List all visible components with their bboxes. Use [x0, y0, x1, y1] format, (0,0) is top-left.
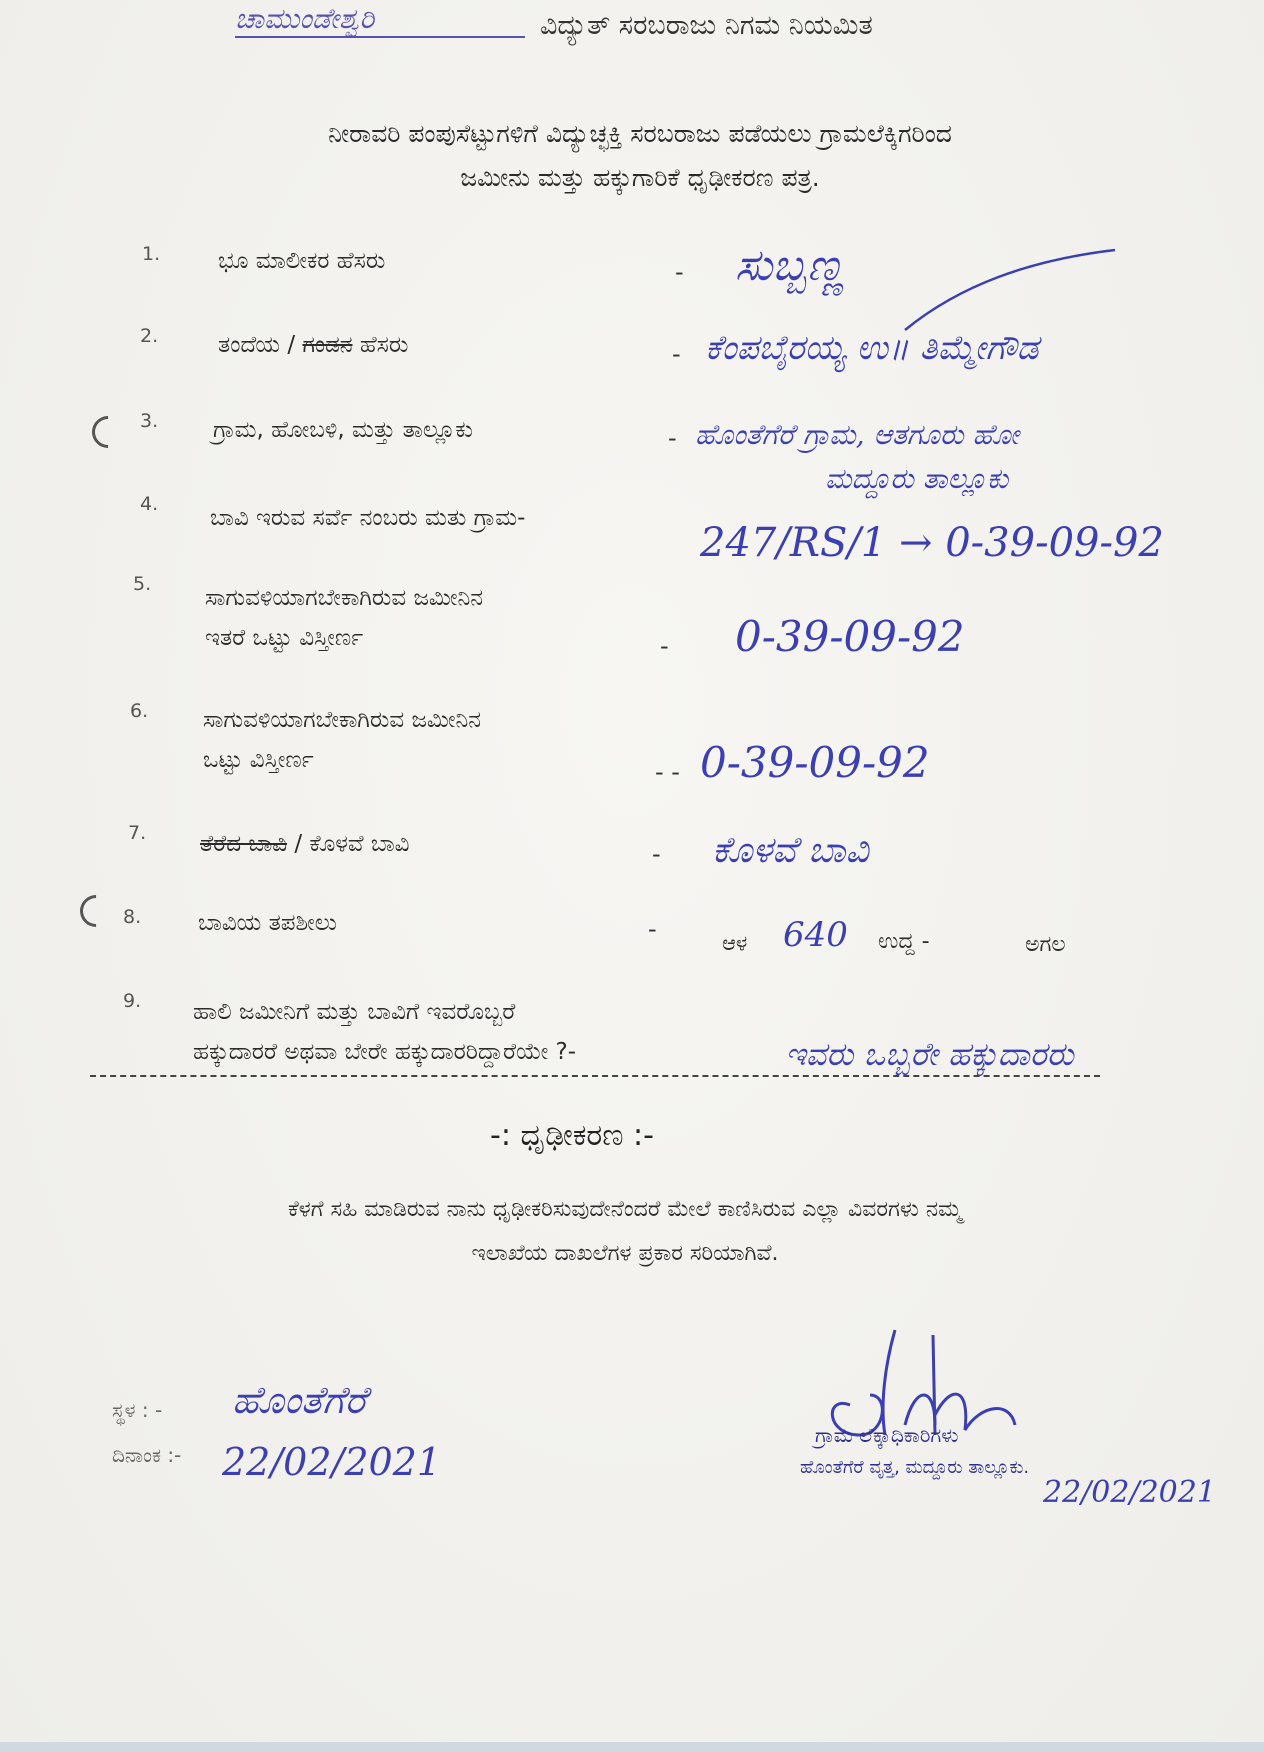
item-number: 3.: [140, 410, 159, 432]
owner-name-value: ಸುಬ್ಬಣ್ಣ: [735, 240, 845, 291]
punch-hole-mark: [85, 409, 130, 454]
place-value: ಹೊಂತೆಗೆರೆ: [232, 1378, 367, 1422]
pen-stroke: [900, 245, 1120, 335]
depth-value: 640: [783, 915, 848, 955]
section-divider: [90, 1075, 1100, 1077]
field-dash: -: [660, 632, 669, 660]
place-label: ಸ್ಥಳ : -: [112, 1398, 163, 1422]
width-label: ಅಗಲ: [1025, 932, 1066, 957]
item-number: 4.: [140, 493, 159, 515]
length-label: ಉದ್ದ -: [878, 929, 930, 954]
label-line: ಒಟ್ಟು ವಿಸ್ತೀರ್ಣ: [203, 747, 314, 773]
declaration-title: -: ಧೃಢೀಕರಣ :-: [490, 1118, 654, 1153]
label-part: / ಕೊಳವೆ ಬಾವಿ: [294, 831, 410, 857]
label-line: ಸಾಗುವಳಿಯಾಗಬೇಕಾಗಿರುವ ಜಮೀನಿನ: [205, 585, 484, 611]
item-number: 7.: [128, 822, 147, 844]
item-number: 1.: [142, 243, 161, 265]
struck-label-part: ತೆರೆದ ಬಾವಿ: [200, 831, 288, 857]
well-type-label: [200, 824, 410, 864]
other-total-area-label: [205, 578, 483, 658]
label-line: ಹಕ್ಕುದಾರರೆ ಅಥವಾ ಬೇರೇ ಹಕ್ಕುದಾರರಿದ್ದಾರೆಯೇ ?-: [193, 1039, 577, 1065]
father-name-value: ಕೆಂಪಬೈರಯ್ಯ ಉ॥ ತಿಮ್ಮೇಗೌಡ: [705, 328, 1039, 368]
organization-name: ವಿದ್ಯುತ್ ಸರಬರಾಜು ನಿಗಮ ನಿಯಮಿತ: [540, 10, 873, 41]
punch-hole-mark: [73, 888, 118, 933]
field-dash: -: [672, 340, 681, 368]
title-line-2: ಜಮೀನು ಮತ್ತು ಹಕ್ಕುಗಾರಿಕೆ ಧೃಢೀಕರಣ ಪತ್ರ.: [460, 163, 820, 192]
taluk-value: ಮದ್ದೂರು ತಾಲ್ಲೂಕು: [825, 462, 1009, 495]
declaration-body: [120, 1188, 1130, 1276]
company-name-stamp: ಚಾಮುಂಡೇಶ್ವರಿ: [235, 2, 525, 38]
item-number: 9.: [123, 990, 142, 1012]
total-area-value: 0-39-09-92: [700, 738, 930, 787]
officer-signature-date: 22/02/2021: [1043, 1475, 1216, 1510]
field-dash: -: [668, 424, 677, 452]
other-total-area-value: 0-39-09-92: [735, 612, 965, 661]
village-hobli-taluk-label: ಗ್ರಾಮ, ಹೋಬಳಿ, ಮತ್ತು ತಾಲ್ಲೂಕು: [213, 417, 473, 443]
item-number: 8.: [123, 906, 142, 928]
owner-name-label: ಭೂ ಮಾಲೀಕರ ಹೆಸರು: [218, 248, 386, 274]
survey-number-label: ಬಾವಿ ಇರುವ ಸರ್ವೆ ನಂಬರು ಮತು ಗ್ರಾಮ-: [210, 505, 526, 531]
village-value: ಹೊಂತೆಗೆರೆ ಗ್ರಾಮ, ಆತಗೂರು ಹೋ: [695, 418, 1019, 451]
label-part: ಹೆಸರು: [359, 332, 409, 358]
father-husband-name-label: [218, 325, 408, 365]
document-header: [235, 2, 1075, 50]
item-number: 5.: [133, 573, 152, 595]
depth-label: ಆಳ: [722, 931, 748, 955]
total-area-label: [203, 700, 481, 780]
well-details-label: ಬಾವಿಯ ತಪಶೀಲು: [198, 910, 337, 936]
label-line: ಇತರೆ ಒಟ್ಟು ವಿಸ್ತೀರ್ಣ: [205, 625, 364, 651]
label-line: ಸಾಗುವಳಿಯಾಗಬೇಕಾಗಿರುವ ಜಮೀನಿನ: [203, 707, 482, 733]
officer-designation: ಗ್ರಾಮ ಲೆಕ್ಕಾಧಿಕಾರಿಗಳು: [815, 1423, 959, 1447]
field-dash: - -: [655, 758, 680, 786]
officer-jurisdiction: ಹೊಂತೆಗೆರೆ ವೃತ್ತ, ಮದ್ದೂರು ತಾಲ್ಲೂಕು.: [800, 1457, 1030, 1478]
declaration-line-1: ಕೆಳಗೆ ಸಹಿ ಮಾಡಿರುವ ನಾನು ಧೃಢೀಕರಿಸುವುದೇನೆಂದರೆ ಮೇಲೆ ಕಾಣಿಸಿರುವ ಎಲ್ಲಾ ವಿವರಗಳು ನಮ್ಮ: [288, 1197, 962, 1222]
field-dash: -: [675, 258, 684, 286]
label-part: ತಂದೆಯ /: [218, 332, 296, 358]
item-number: 2.: [140, 325, 159, 347]
field-dash: -: [652, 840, 661, 868]
date-label: ದಿನಾಂಕ :-: [112, 1443, 182, 1467]
survey-number-value: 247/RS/1 → 0-39-09-92: [700, 520, 1164, 566]
scan-edge: [0, 1742, 1264, 1752]
declaration-line-2: ಇಲಾಖೆಯ ದಾಖಲೆಗಳ ಪ್ರಕಾರ ಸರಿಯಾಗಿವೆ.: [471, 1241, 779, 1266]
struck-label-part: ಗಂಡನ: [302, 332, 353, 358]
label-line: ಹಾಲಿ ಜಮೀನಿಗೆ ಮತ್ತು ಬಾವಿಗೆ ಇವರೊಬ್ಬರೆ: [193, 999, 516, 1025]
item-number: 6.: [130, 700, 149, 722]
ownership-question-label: [193, 992, 576, 1072]
officer-signature-stamp: [785, 1325, 1216, 1515]
field-dash: -: [648, 915, 657, 943]
title-line-1: ನೀರಾವರಿ ಪಂಪುಸೆಟ್ಟುಗಳಿಗೆ ವಿದ್ಯುಚ್ಛಕ್ತಿ ಸರಬರಾಜು ಪಡೆಯಲು ಗ್ರಾಮಲೆಕ್ಕಿಗರಿಂದ: [328, 119, 952, 148]
well-type-value: ಕೊಳವೆ ಬಾವಿ: [712, 830, 869, 871]
document-title: [150, 112, 1130, 200]
date-value: 22/02/2021: [222, 1440, 442, 1484]
ownership-value: ಇವರು ಒಬ್ಬರೇ ಹಕ್ಕುದಾರರು: [785, 1035, 1074, 1073]
